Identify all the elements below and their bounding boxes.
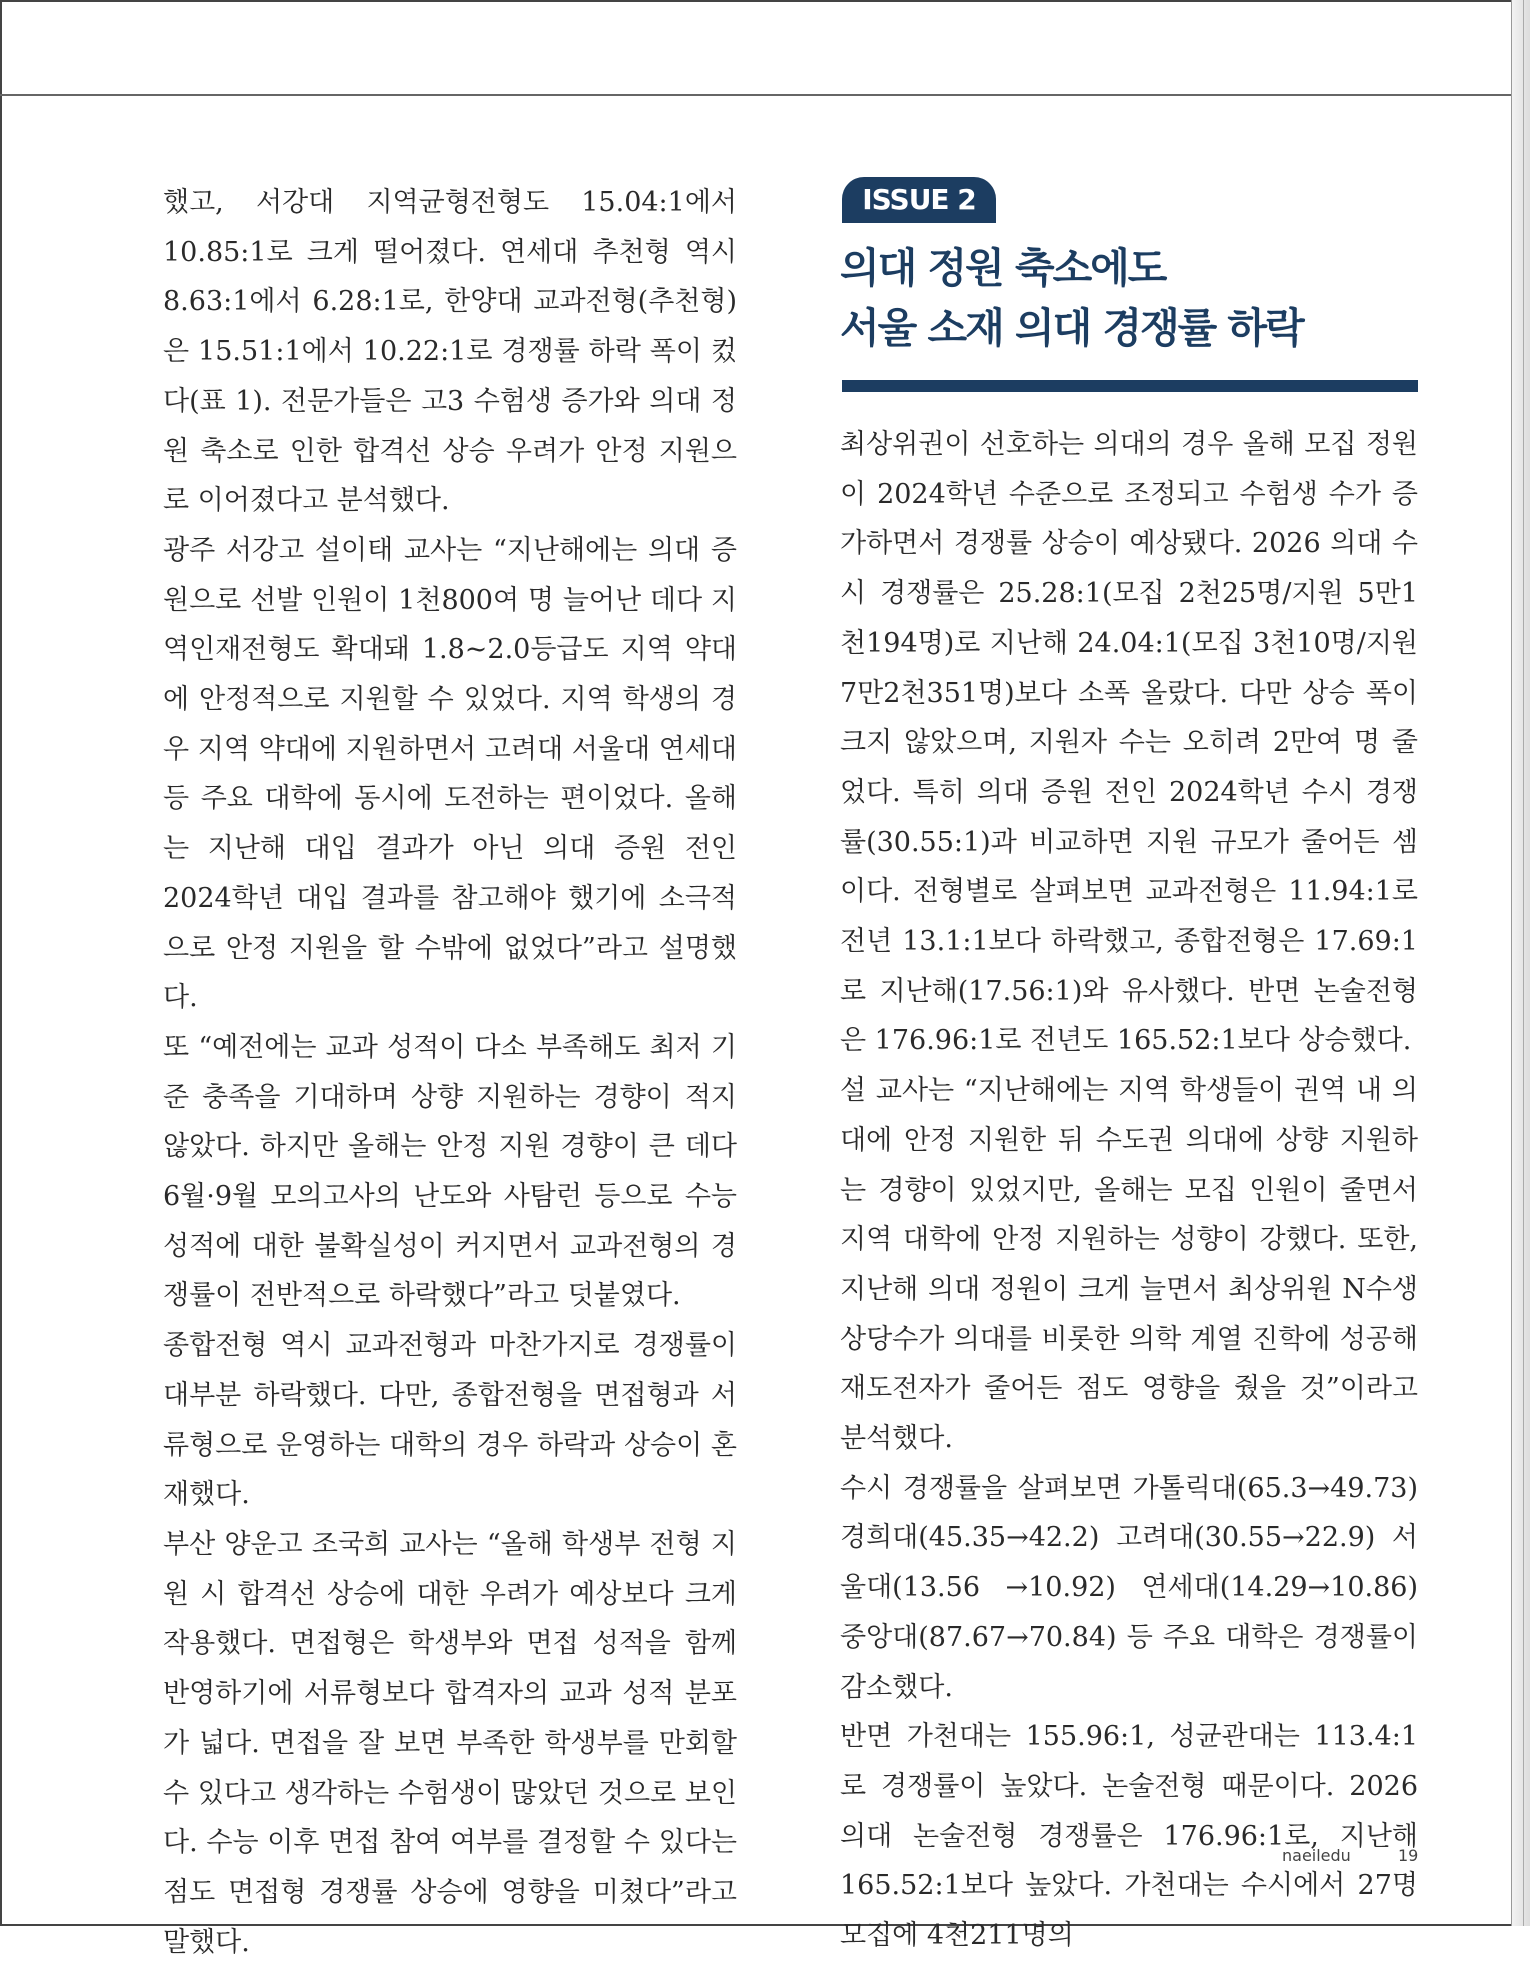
- page-edge: [1511, 0, 1530, 1926]
- headline-line-1: 의대 정원 축소에도: [840, 244, 1166, 292]
- top-band: [0, 0, 1512, 96]
- paragraph: 또 “예전에는 교과 성적이 다소 부족해도 최저 기준 충족을 기대하며 상향 지원하는 경향이 적지 않았다. 하지만 올해는 안정 지원 경향이 큰 데다 6월·9월 모의고사의 난도와 사탐런 등으로 수능 성적에 대한 불확실성이 커지면서 교과전형의 경쟁률이 전반적으로 하락했다”라고 덧붙였다.: [163, 1031, 737, 1312]
- paragraph: 수시 경쟁률을 살펴보면 가톨릭대(65.3→49.73) 경희대(45.35→42.2) 고려대(30.55→22.9) 서울대(13.56 →10.92) 연세대(14.29→10.86) 중앙대(87.67→70.84) 등 주요 대학은 경쟁률이 감소했다.: [840, 1472, 1418, 1703]
- headline-rule: [842, 380, 1418, 392]
- issue-headline: [840, 238, 1420, 358]
- footer-brand: naeiledu: [1282, 1846, 1351, 1865]
- headline-line-2: 서울 소재 의대 경쟁률 하락: [840, 304, 1303, 352]
- paragraph: 광주 서강고 설이태 교사는 “지난해에는 의대 증원으로 선발 인원이 1천800여 명 늘어난 데다 지역인재전형도 확대돼 1.8~2.0등급도 지역 약대에 안정적으로 지원할 수 있었다. 지역 학생의 경우 지역 약대에 지원하면서 고려대 서울대 연세대 등 주요 대학에 동시에 도전하는 편이었다. 올해는 지난해 대입 결과가 아닌 의대 증원 전인 2024학년 대입 결과를 참고해야 했기에 소극적으로 안정 지원을 할 수밖에 없었다”라고 설명했다.: [163, 534, 737, 1014]
- right-column: [840, 420, 1418, 1961]
- paragraph: 설 교사는 “지난해에는 지역 학생들이 권역 내 의대에 안정 지원한 뒤 수도권 의대에 상향 지원하는 경향이 있었지만, 올해는 모집 인원이 줄면서 지역 대학에 안정 지원하는 성향이 강했다. 또한, 지난해 의대 정원이 크게 늘면서 최상위원 N수생 상당수가 의대를 비롯한 의학 계열 진학에 성공해 재도전자가 줄어든 점도 영향을 줬을 것”이라고 분석했다.: [840, 1075, 1418, 1455]
- paragraph: 반면 가천대는 155.96:1, 성균관대는 113.4:1로 경쟁률이 높았다. 논술전형 때문이다. 2026 의대 논술전형 경쟁률은 176.96:1로, 지난해 165.52:1보다 높았다. 가천대는 수시에서 27명 모집에 4천211명의: [840, 1721, 1418, 1952]
- page-edge-line: [1523, 0, 1524, 1926]
- paragraph: 했고, 서강대 지역균형전형도 15.04:1에서 10.85:1로 크게 떨어졌다. 연세대 추천형 역시 8.63:1에서 6.28:1로, 한양대 교과전형(추천형)은 15.51:1에서 10.22:1로 경쟁률 하락 폭이 컸다(표 1). 전문가들은 고3 수험생 증가와 의대 정원 축소로 인한 합격선 상승 우려가 안정 지원으로 이어졌다고 분석했다.: [163, 187, 737, 517]
- paragraph: 부산 양운고 조국희 교사는 “올해 학생부 전형 지원 시 합격선 상승에 대한 우려가 예상보다 크게 작용했다. 면접형은 학생부와 면접 성적을 함께 반영하기에 서류형보다 합격자의 교과 성적 분포가 넓다. 면접을 잘 보면 부족한 학생부를 만회할 수 있다고 생각하는 수험생이 많았던 것으로 보인다. 수능 이후 면접 참여 여부를 결정할 수 있다는 점도 면접형 경쟁률 상승에 영향을 미쳤다”라고 말했다.: [163, 1528, 737, 1958]
- page-number: 19: [1398, 1846, 1419, 1865]
- issue-badge: ISSUE 2: [842, 177, 996, 223]
- paragraph: 종합전형 역시 교과전형과 마찬가지로 경쟁률이 대부분 하락했다. 다만, 종합전형을 면접형과 서류형으로 운영하는 대학의 경우 하락과 상승이 혼재했다.: [163, 1330, 737, 1511]
- left-column: [163, 178, 737, 1967]
- paragraph: 최상위권이 선호하는 의대의 경우 올해 모집 정원이 2024학년 수준으로 조정되고 수험생 수가 증가하면서 경쟁률 상승이 예상됐다. 2026 의대 수시 경쟁률은 25.28:1(모집 2천25명/지원 5만1천194명)로 지난해 24.04:1(모집 3천10명/지원 7만2천351명)보다 소폭 올랐다. 다만 상승 폭이 크지 않았으며, 지원자 수는 오히려 2만여 명 줄었다. 특히 의대 증원 전인 2024학년 수시 경쟁률(30.55:1)과 비교하면 지원 규모가 줄어든 셈이다. 전형별로 살펴보면 교과전형은 11.94:1로 전년 13.1:1보다 하락했고, 종합전형은 17.69:1로 지난해(17.56:1)와 유사했다. 반면 논술전형은 176.96:1로 전년도 165.52:1보다 상승했다.: [840, 429, 1418, 1057]
